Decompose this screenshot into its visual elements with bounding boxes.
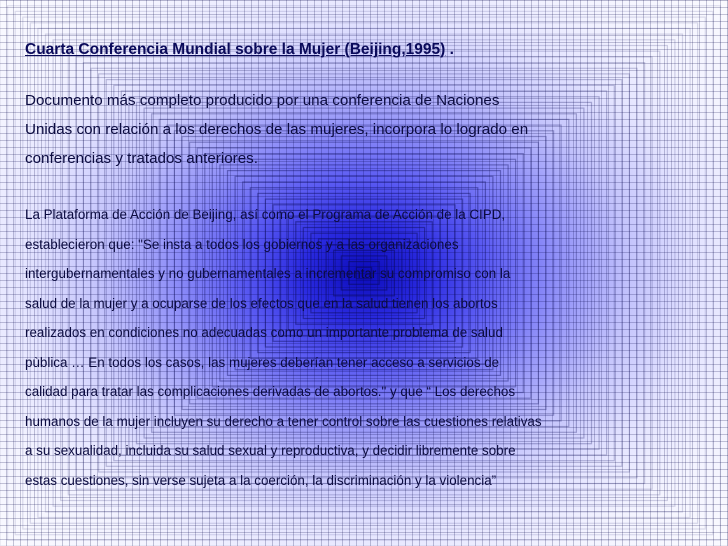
intro-line: conferencias y tratados anteriores. — [25, 150, 258, 167]
intro-paragraph — [25, 86, 705, 173]
slide-title — [25, 38, 705, 62]
quote-line: salud de la mujer y a ocuparse de los efectos que en la salud tienen los abortos — [25, 295, 498, 311]
quote-line: realizados en condiciones no adecuadas como un importante problema de salud — [25, 325, 503, 340]
quote-line: intergubernamentales y no gubernamentales a incrementar su compromiso con la — [25, 266, 511, 281]
quote-line: calidad para tratar las complicaciones derivadas de abortos." y que “ Los derechos — [25, 384, 516, 399]
quote-line: establecieron que: "Se insta a todos los gobiernos y a las organizaciones — [25, 236, 459, 252]
quote-paragraph — [25, 200, 705, 495]
quote-line: a su sexualidad, incluida su salud sexual y reproductiva, y decidir libremente sobre — [25, 443, 516, 458]
slide-title-text: Cuarta Conferencia Mundial sobre la Mujer (Beijing,1995) — [25, 41, 446, 58]
quote-line: humanos de la mujer incluyen su derecho a tener control sobre las cuestiones relativas — [25, 413, 542, 429]
slide-title-suffix: . — [445, 41, 454, 58]
intro-line: Unidas con relación a los derechos de las mujeres, incorpora lo logrado en — [25, 121, 529, 138]
slide-content — [25, 38, 705, 495]
intro-line: Documento más completo producido por una conferencia de Naciones — [25, 92, 500, 109]
quote-line: La Plataforma de Acción de Beijing, así como el Programa de Acción de la CIPD, — [25, 207, 506, 222]
quote-line: estas cuestiones, sin verse sujeta a la coerción, la discriminación y la violencia” — [25, 472, 497, 488]
quote-line: pùblica … En todos los casos, las mujeres deberían tener acceso a servicios de — [25, 354, 500, 370]
